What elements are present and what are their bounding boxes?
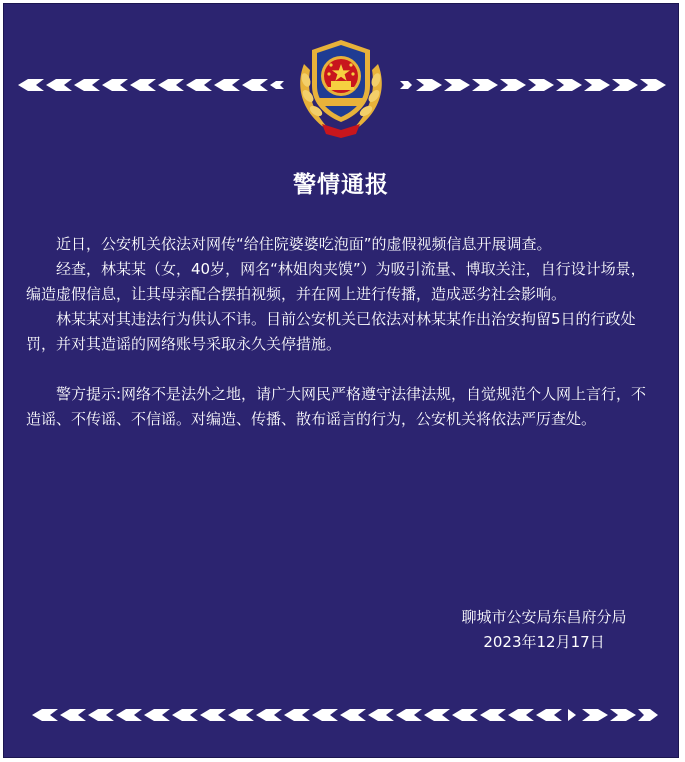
police-emblem-icon <box>292 34 390 138</box>
top-left-arrow-ribbon-icon <box>14 76 286 94</box>
ribbon-graphic <box>398 76 670 94</box>
signature-block <box>434 605 654 655</box>
bottom-arrow-ribbon-icon <box>30 706 660 724</box>
ribbon-graphic <box>14 76 286 94</box>
issue-date: 2023年12月17日 <box>483 633 605 651</box>
notice-body <box>26 232 656 432</box>
ribbon-graphic <box>30 706 660 724</box>
notice-panel <box>3 3 679 758</box>
issuer-name: 聊城市公安局东昌府分局 <box>461 608 627 626</box>
top-right-arrow-ribbon-icon <box>398 76 670 94</box>
paragraph-police-reminder: 警方提示:网络不是法外之地，请广大网民严格遵守法律法规，自觉规范个人网上言行，不造谣、不传谣、不信谣。对编造、传播、散布谣言的行为，公安机关将依法严厉查处。 <box>26 385 647 428</box>
paragraph-findings: 经查，林某某（女，40岁，网名“林姐肉夹馍”）为吸引流量、博取关注，自行设计场景，编造虚假信息，让其母亲配合摆拍视频，并在网上进行传播，造成恶劣社会影响。 <box>26 260 646 303</box>
paragraph-penalty: 林某某对其违法行为供认不讳。目前公安机关已依法对林某某作出治安拘留5日的行政处罚，并对其造谣的网络账号采取永久关停措施。 <box>26 310 636 353</box>
paragraph-investigation: 近日，公安机关依法对网传“给住院婆婆吃泡面”的虚假视频信息开展调查。 <box>56 235 552 253</box>
notice-title: 警情通报 <box>293 172 389 198</box>
